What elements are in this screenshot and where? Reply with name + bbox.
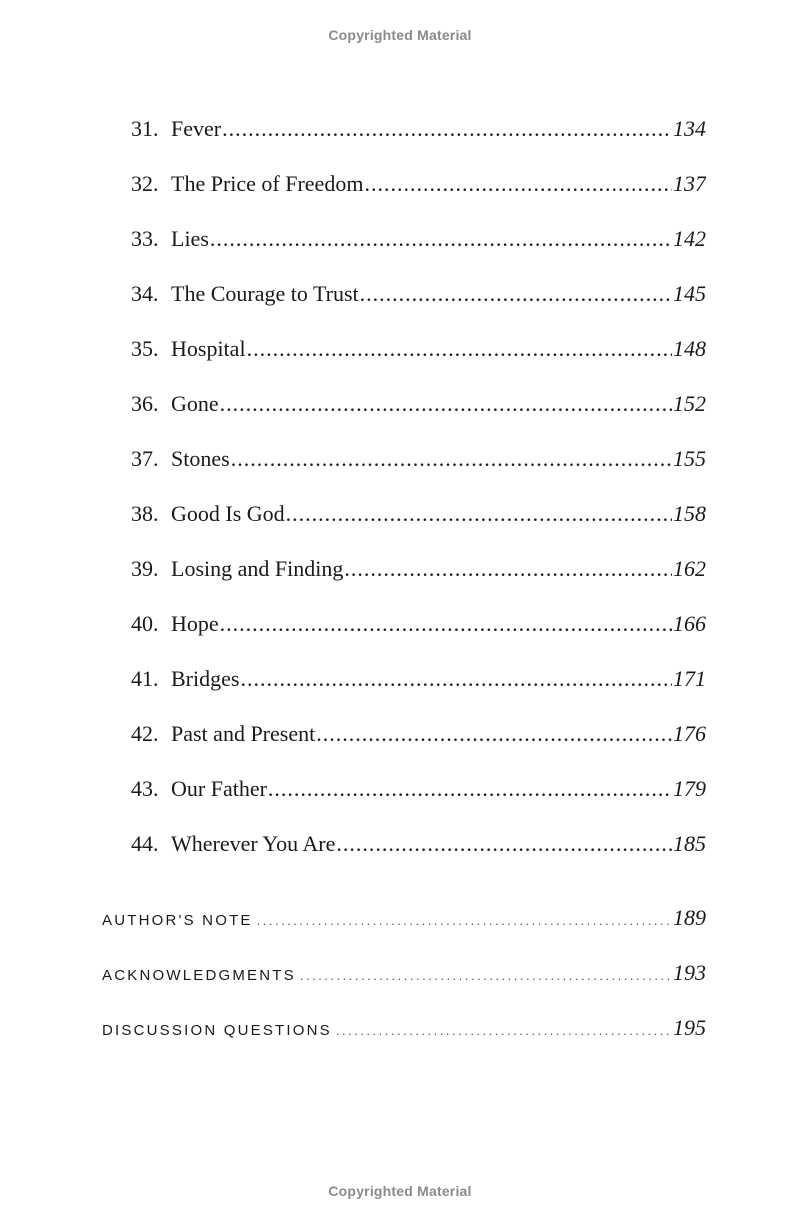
dot-leader: [364, 169, 672, 199]
chapter-number: 35.: [131, 336, 159, 361]
toc-entry-chapter-37[interactable]: [131, 444, 706, 474]
chapter-number: 42.: [131, 721, 159, 746]
page-number: 179: [673, 776, 706, 801]
dot-leader: [231, 444, 672, 474]
chapter-number: 36.: [131, 391, 159, 416]
toc-entry-chapter-40[interactable]: [131, 609, 706, 639]
toc-entry-chapter-38[interactable]: [131, 499, 706, 529]
toc-entry-chapter-31[interactable]: [131, 114, 706, 144]
page-number: 158: [673, 501, 706, 526]
page-number: 152: [673, 391, 706, 416]
toc-entry-chapter-39[interactable]: [131, 554, 706, 584]
page-number: 162: [673, 556, 706, 581]
toc-entry-chapter-33[interactable]: [131, 224, 706, 254]
dot-leader: [220, 609, 672, 639]
page-number: 195: [673, 1015, 706, 1040]
dot-leader: [300, 961, 672, 988]
chapter-number: 34.: [131, 281, 159, 306]
chapter-title: Hope: [171, 611, 219, 636]
chapter-number: 32.: [131, 171, 159, 196]
dot-leader: [336, 1016, 672, 1043]
page-number: 137: [673, 171, 706, 196]
back-matter-title: AUTHOR'S NOTE: [102, 912, 253, 929]
dot-leader: [316, 719, 672, 749]
toc-entry-discussion-questions[interactable]: [102, 1013, 706, 1043]
chapter-title: Bridges: [171, 666, 240, 691]
toc-entry-chapter-44[interactable]: [131, 829, 706, 859]
toc-entry-chapter-34[interactable]: [131, 279, 706, 309]
dot-leader: [360, 279, 672, 309]
page-number: 142: [673, 226, 706, 251]
chapter-number: 37.: [131, 446, 159, 471]
chapter-title: Hospital: [171, 336, 246, 361]
toc-entry-acknowledgments[interactable]: [102, 958, 706, 988]
chapter-title: The Courage to Trust: [171, 281, 359, 306]
chapter-number: 43.: [131, 776, 159, 801]
chapter-title: Stones: [171, 446, 230, 471]
dot-leader: [240, 664, 672, 694]
toc-entry-authors-note[interactable]: [102, 903, 706, 933]
page-number: 155: [673, 446, 706, 471]
chapter-title: The Price of Freedom: [171, 171, 364, 196]
dot-leader: [257, 906, 672, 933]
page-number: 171: [673, 666, 706, 691]
dot-leader: [336, 829, 672, 859]
page-number: 134: [673, 116, 706, 141]
back-matter-title: DISCUSSION QUESTIONS: [102, 1022, 332, 1039]
chapter-title: Lies: [171, 226, 209, 251]
chapter-title: Wherever You Are: [171, 831, 336, 856]
toc-entry-chapter-43[interactable]: [131, 774, 706, 804]
toc-entry-chapter-35[interactable]: [131, 334, 706, 364]
page-number: 176: [673, 721, 706, 746]
chapter-title: Gone: [171, 391, 219, 416]
dot-leader: [286, 499, 672, 529]
chapter-title: Losing and Finding: [171, 556, 344, 581]
copyright-watermark-top: Copyrighted Material: [328, 27, 472, 43]
dot-leader: [210, 224, 672, 254]
toc-entry-chapter-42[interactable]: [131, 719, 706, 749]
toc-entry-chapter-32[interactable]: [131, 169, 706, 199]
dot-leader: [220, 389, 672, 419]
page-number: 193: [673, 960, 706, 985]
copyright-watermark-bottom: Copyrighted Material: [328, 1183, 472, 1199]
chapter-number: 40.: [131, 611, 159, 636]
back-matter-title: ACKNOWLEDGMENTS: [102, 967, 296, 984]
chapter-title: Our Father: [171, 776, 267, 801]
chapter-number: 31.: [131, 116, 159, 141]
page-number: 148: [673, 336, 706, 361]
dot-leader: [247, 334, 672, 364]
chapter-number: 44.: [131, 831, 159, 856]
page-number: 145: [673, 281, 706, 306]
chapter-title: Past and Present: [171, 721, 316, 746]
chapter-number: 33.: [131, 226, 159, 251]
page-number: 185: [673, 831, 706, 856]
dot-leader: [222, 114, 672, 144]
toc-entry-chapter-41[interactable]: [131, 664, 706, 694]
dot-leader: [344, 554, 672, 584]
chapter-number: 39.: [131, 556, 159, 581]
chapter-title: Good Is God: [171, 501, 285, 526]
chapter-number: 38.: [131, 501, 159, 526]
page-number: 166: [673, 611, 706, 636]
chapter-number: 41.: [131, 666, 159, 691]
dot-leader: [268, 774, 672, 804]
page-number: 189: [673, 905, 706, 930]
chapter-title: Fever: [171, 116, 222, 141]
toc-entry-chapter-36[interactable]: [131, 389, 706, 419]
